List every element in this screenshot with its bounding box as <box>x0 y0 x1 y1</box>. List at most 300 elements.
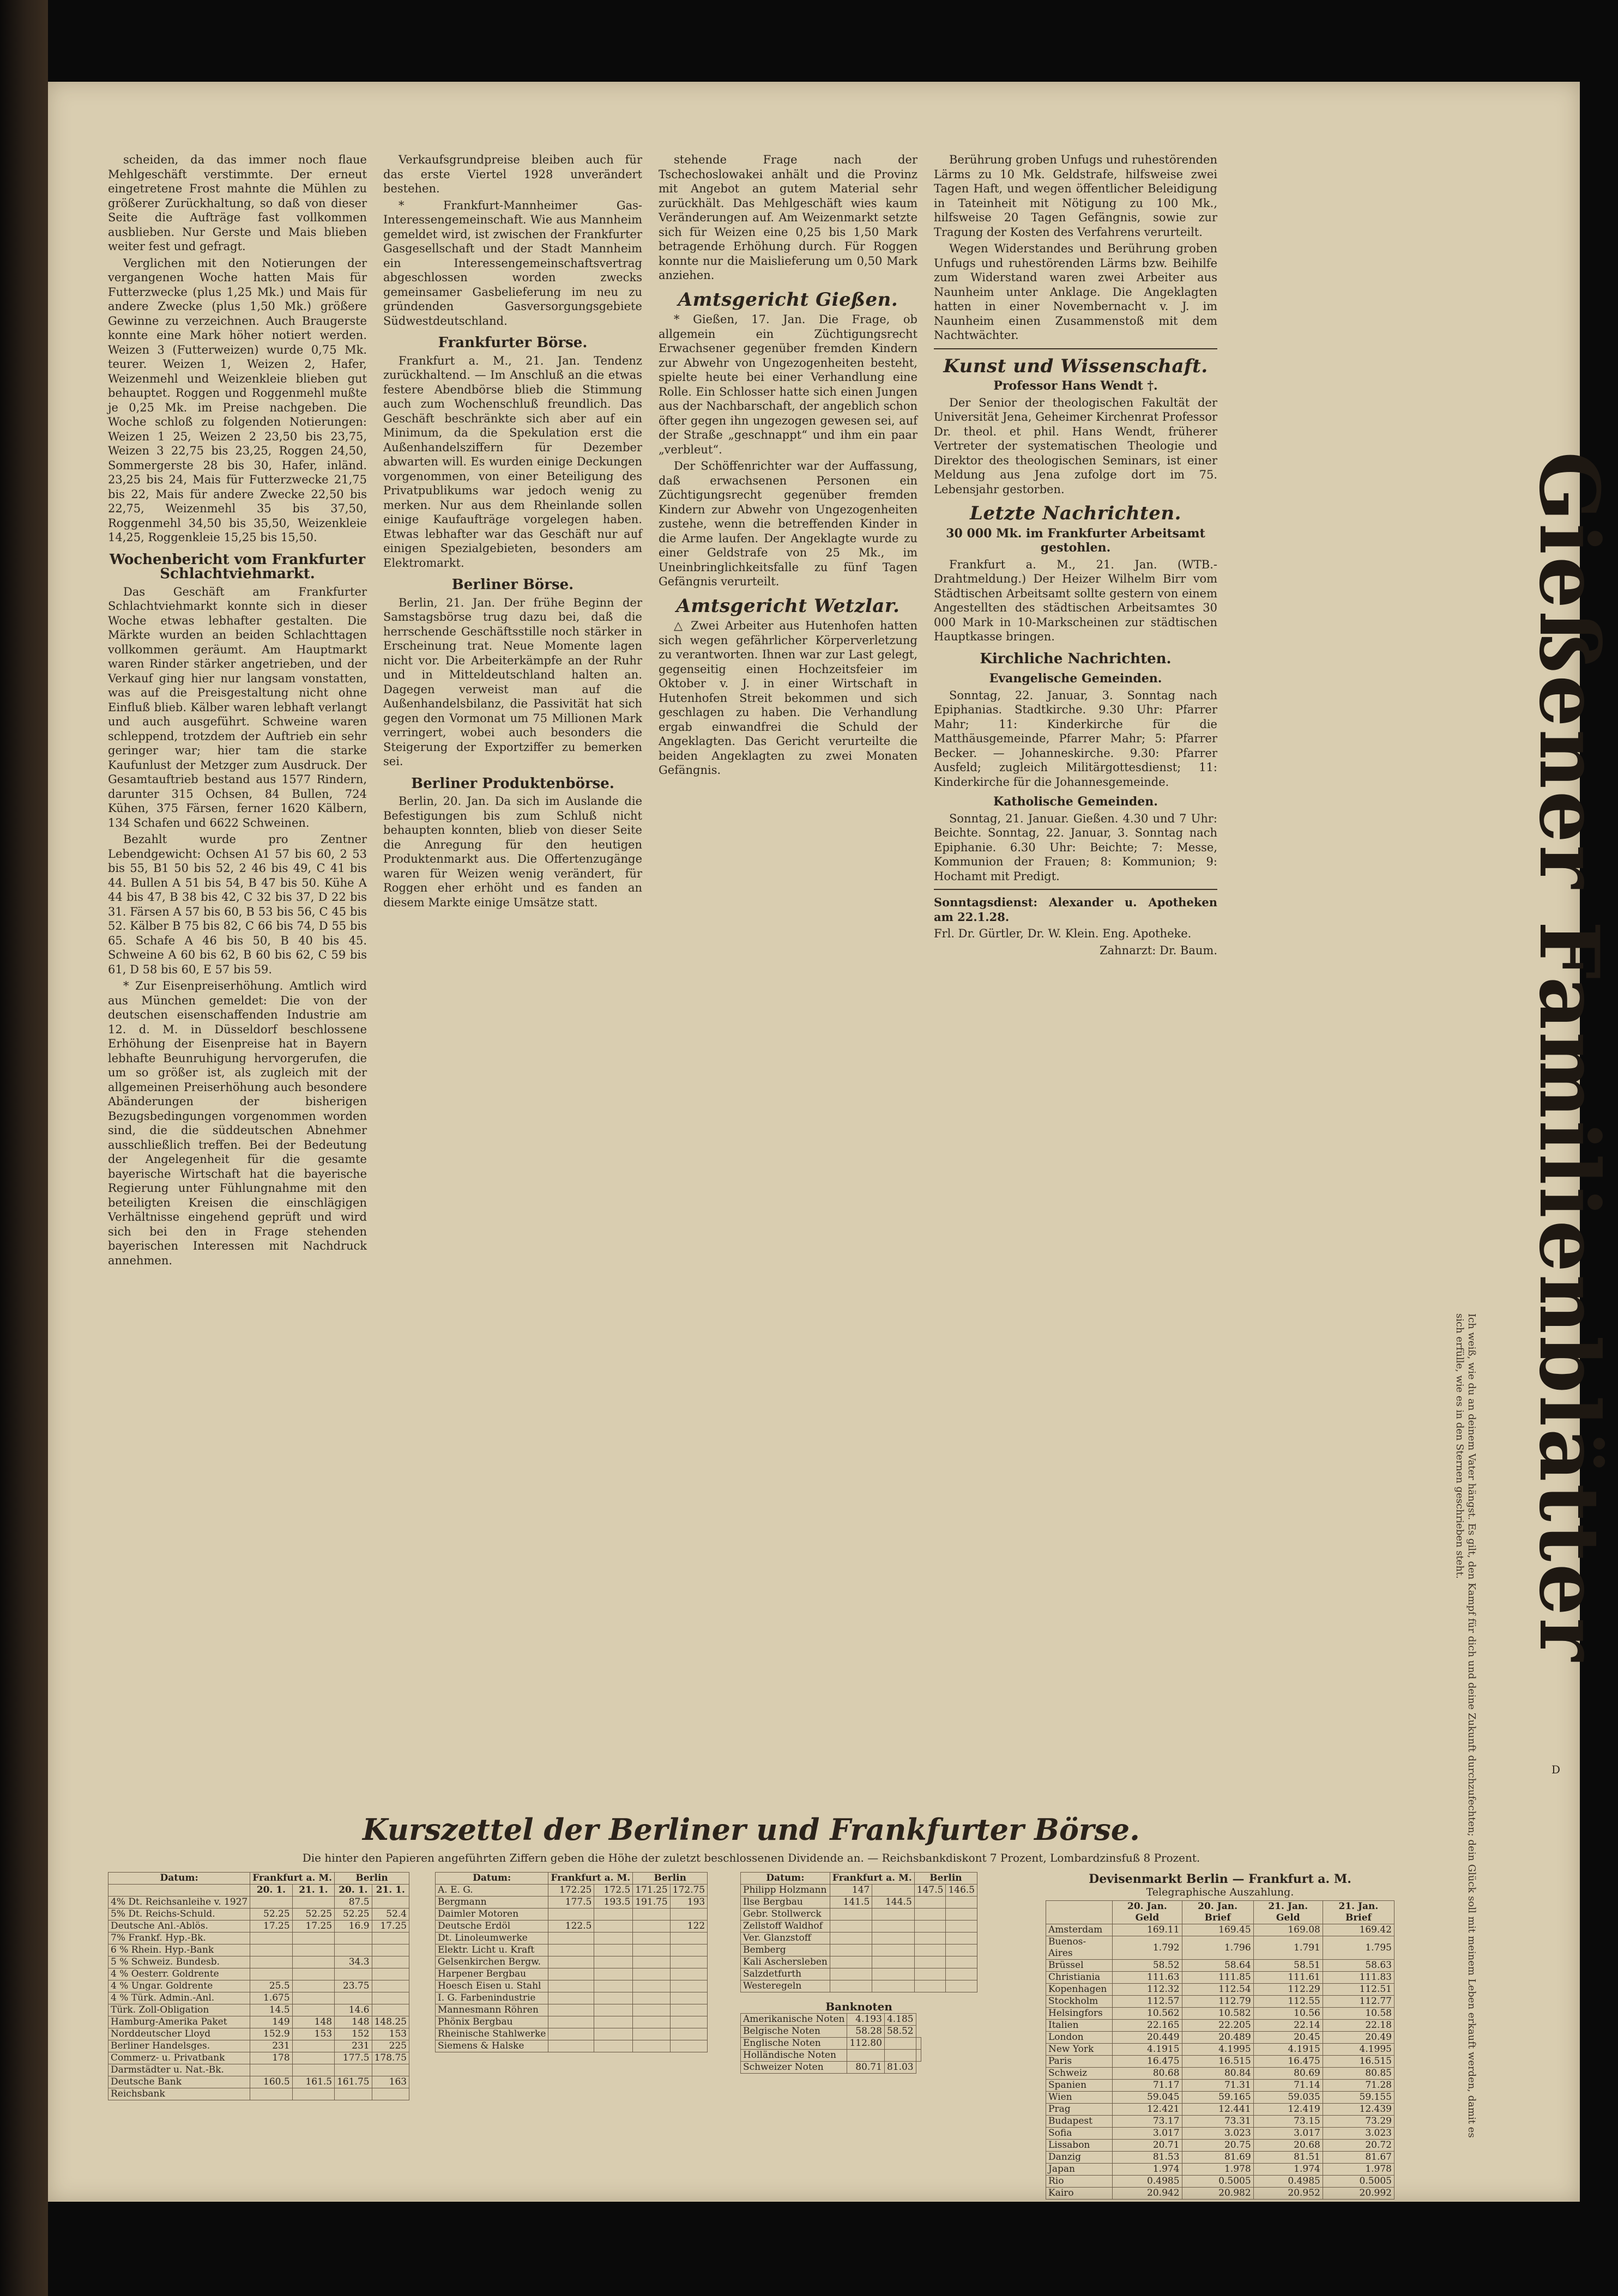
table-row <box>108 2076 409 2088</box>
row-value <box>884 2038 916 2050</box>
row-label: Kopenhagen <box>1046 1984 1113 1996</box>
table-row <box>741 1980 977 1992</box>
row-label: Amerikanische Noten <box>741 2014 847 2026</box>
row-value <box>830 1980 872 1992</box>
row-value <box>914 1968 946 1980</box>
heading-schlachtviehmarkt: Wochenbericht vom Frankfurter Schlachtviehmarkt. <box>109 551 366 582</box>
row-value: 146.5 <box>946 1885 977 1897</box>
table-1-wrapper <box>108 1872 409 2100</box>
row-value: 80.71 <box>847 2062 884 2074</box>
row-value: 153 <box>292 2028 334 2040</box>
heading-kirchliche-nachrichten: Kirchliche Nachrichten. <box>980 650 1172 667</box>
col-head: Berlin <box>335 1873 409 1885</box>
table-row <box>108 1944 409 1956</box>
row-value: 3.017 <box>1253 2128 1323 2140</box>
table-row <box>1046 1996 1394 2008</box>
col-head: Datum: <box>108 1873 250 1885</box>
col-head: 21. Jan. Brief <box>1323 1901 1394 1924</box>
row-value <box>335 2088 372 2100</box>
row-value: 1.978 <box>1323 2164 1394 2176</box>
row-value <box>372 1897 409 1909</box>
row-value: 122.5 <box>548 1921 594 1932</box>
row-value: 169.11 <box>1113 1924 1182 1936</box>
table-row <box>108 1980 409 1992</box>
row-label: Deutsche Bank <box>108 2076 250 2088</box>
table-row <box>108 2016 409 2028</box>
row-value <box>250 1944 292 1956</box>
table-row <box>1046 2188 1394 2200</box>
table-3-wrapper <box>740 1872 977 2074</box>
table-row <box>436 2016 708 2028</box>
masthead <box>1520 104 1618 2011</box>
table-row <box>108 1909 409 1921</box>
row-label: Italien <box>1046 2020 1113 2032</box>
row-label: Belgische Noten <box>741 2026 847 2038</box>
row-value <box>250 1956 292 1968</box>
row-value: 59.035 <box>1253 2092 1323 2104</box>
paragraph: Bezahlt wurde pro Zentner Lebendgewicht: Ochsen A1 57 bis 60, 2 53 bis 55, B1 50 bis 52, 2 46 bis 49, C 41 bis 44. Bullen A 51 bis 54, B 47 bis 50. Kühe A 44 bis 47, B 38 bis 42, C 32 bis 37, D 22 bis 31. Färsen A 57 bis 60, B 53 bis 56, C 45 bis 52. Kälber B 75 bis 82, C 66 bis 74, D 55 bis 65. Schafe A 46 bis 50, B 40 bis 45. Schweine A 60 bis 62, B 60 bis 62, C 59 bis 61, D 58 bis 60, E 57 bis 59. <box>108 833 367 976</box>
row-value <box>594 1992 633 2004</box>
row-label: Gelsenkirchen Bergw. <box>436 1956 548 1968</box>
paragraph: Frankfurt a. M., 21. Jan. (WTB.-Drahtmeldung.) Der Heizer Wilhelm Birr vom Städtischen Arbeitsamt sollte gestern von einem Angestellten des städtischen Arbeitsamtes 30 000 Mark in 10-Markscheinen zur städtischen Hauptkasse bringen. <box>934 558 1217 643</box>
heading-frankfurter-boerse: Frankfurter Börse. <box>438 335 588 351</box>
row-value: 160.5 <box>250 2076 292 2088</box>
row-value <box>548 2004 594 2016</box>
row-value <box>946 1968 977 1980</box>
col-head: 21. 1. <box>372 1885 409 1897</box>
row-value: 1.795 <box>1323 1936 1394 1960</box>
row-value: 25.5 <box>250 1980 292 1992</box>
paragraph: Der Schöffenrichter war der Auffassung, daß erwachsenen Personen ein Züchtigungsrecht gegenüber fremden Kindern zur Abwehr von Ungezogenheiten zustehe, wenn die betreffenden Kinder in die Arme laufen. Der Angeklagte wurde zu einer Geldstrafe von 25 Mk., im Uneinbringlichkeitsfalle zu fünf Tagen Gefängnis verurteilt. <box>659 459 917 588</box>
row-value <box>292 2088 334 2100</box>
row-value <box>292 1980 334 1992</box>
row-value: 1.675 <box>250 1992 292 2004</box>
paragraph: * Frankfurt-Mannheimer Gas-Interessengemeinschaft. Wie aus Mannheim gemeldet wird, ist zwischen der Frankfurter Gasgesellschaft und der Stadt Mannheim ein Interessengemeinschaftsvertrag abgeschlossen worden zwecks gemeinsamer Gasbelieferung im neu zu gründenden Gasversorgungsgebiete Südwestdeutschland. <box>383 198 642 328</box>
row-value: 17.25 <box>250 1921 292 1932</box>
table-row <box>1046 1972 1394 1984</box>
row-label: Gebr. Stollwerck <box>741 1909 830 1921</box>
row-value <box>633 2004 670 2016</box>
row-value <box>633 1968 670 1980</box>
table-row <box>1046 2080 1394 2092</box>
row-value <box>633 1980 670 1992</box>
row-value <box>872 1956 914 1968</box>
heading-letzte-nachrichten: Letzte Nachrichten. <box>970 502 1181 524</box>
paragraph: △ Zwei Arbeiter aus Hutenhofen hatten sich wegen gefährlicher Körperverletzung zu verantworten. Ihnen war zur Last gelegt, gegenseitig einen Hochzeitsfeier im Oktober v. J. in einer Wirtschaft in Hutenhofen Streit bekommen und sich geschlagen zu haben. Die Verhandlung ergab einwandfrei die Schuld der Angeklagten. Das Gericht verurteilte die beiden Angeklagten zu zwei Monaten Gefängnis. <box>659 619 917 777</box>
row-label: 4% Dt. Reichsanleihe v. 1927 <box>108 1897 250 1909</box>
table-row <box>741 1897 977 1909</box>
row-value: 81.53 <box>1113 2152 1182 2164</box>
row-value <box>548 2028 594 2040</box>
row-value: 16.515 <box>1323 2056 1394 2068</box>
table-row <box>1046 2140 1394 2152</box>
row-value <box>594 1968 633 1980</box>
row-value: 10.58 <box>1323 2008 1394 2020</box>
row-value: 58.52 <box>1113 1960 1182 1972</box>
row-value <box>670 2040 707 2052</box>
row-value: 12.421 <box>1113 2104 1182 2116</box>
row-value <box>872 1980 914 1992</box>
table-row <box>436 1992 708 2004</box>
row-label: 5 % Schweiz. Bundesb. <box>108 1956 250 1968</box>
row-value <box>372 1968 409 1980</box>
row-value <box>292 1932 334 1944</box>
paragraph: stehende Frage nach der Tschechoslowakei anhält und die Provinz mit Angebot an gutem Material sehr zurückhält. Das Mehlgeschäft wies kaum Veränderungen auf. Am Weizenmarkt setzte sich für Weizen eine 0,25 bis 1,50 Mark betragende Erhöhung durch. Für Roggen konnte nur die Maislieferung um 0,50 Mark anziehen. <box>659 153 917 282</box>
row-value: 169.08 <box>1253 1924 1323 1936</box>
row-value <box>372 2088 409 2100</box>
paragraph: Der Senior der theologischen Fakultät der Universität Jena, Geheimer Kirchenrat Professor Dr. theol. et phil. Hans Wendt, früherer Vertreter der systematischen Theologie und Direktor des theologischen Seminars, ist einer Meldung aus Jena zufolge dort im 75. Lebensjahr gestorben. <box>934 396 1217 496</box>
row-label: Amsterdam <box>1046 1924 1113 1936</box>
row-label: Rio <box>1046 2176 1113 2188</box>
row-label: Daimler Motoren <box>436 1909 548 1921</box>
row-value <box>292 1944 334 1956</box>
col-head: Frankfurt a. M. <box>250 1873 335 1885</box>
row-value: 112.57 <box>1113 1996 1182 2008</box>
col-head: Datum: <box>741 1873 830 1885</box>
row-value: 58.51 <box>1253 1960 1323 1972</box>
row-value <box>946 1897 977 1909</box>
col-head: Frankfurt a. M. <box>830 1873 914 1885</box>
table-row <box>741 2038 921 2050</box>
table-row <box>436 2028 708 2040</box>
row-value <box>250 2064 292 2076</box>
banknoten-table <box>740 2013 921 2074</box>
row-value <box>548 1992 594 2004</box>
row-value: 4.185 <box>884 2014 916 2026</box>
row-value: 22.14 <box>1253 2020 1323 2032</box>
row-value: 111.61 <box>1253 1972 1323 1984</box>
row-value: 193.5 <box>594 1897 633 1909</box>
row-label: Brüssel <box>1046 1960 1113 1972</box>
table-row <box>741 1885 977 1897</box>
row-value <box>594 2028 633 2040</box>
subheading-wendt: Professor Hans Wendt †. <box>993 379 1158 393</box>
row-value <box>633 1932 670 1944</box>
table-row <box>436 1956 708 1968</box>
row-value: 80.69 <box>1253 2068 1323 2080</box>
col-head: 21. Jan. Geld <box>1253 1901 1323 1924</box>
row-value: 4.193 <box>847 2014 884 2026</box>
row-value <box>916 2038 921 2050</box>
row-label: Kairo <box>1046 2188 1113 2200</box>
row-value: 20.449 <box>1113 2032 1182 2044</box>
row-value: 58.63 <box>1323 1960 1394 1972</box>
row-value <box>633 1944 670 1956</box>
row-value: 172.25 <box>548 1885 594 1897</box>
table-row <box>741 1909 977 1921</box>
paragraph: Berührung groben Unfugs und ruhestörenden Lärms zu 10 Mk. Geldstrafe, hilfsweise zwei Tagen Haft, und wegen öffentlicher Beleidigung in Tateinheit mit Nötigung zu 100 Mk., hilfsweise 20 Tagen Gefängnis, sowie zur Tragung der Kosten des Verfahrens verurteilt. <box>934 153 1217 239</box>
row-value <box>335 1992 372 2004</box>
row-value: 73.15 <box>1253 2116 1323 2128</box>
row-value: 12.419 <box>1253 2104 1323 2116</box>
row-label: Wien <box>1046 2092 1113 2104</box>
row-label: 5% Dt. Reichs-Schuld. <box>108 1909 250 1921</box>
row-label: Reichsbank <box>108 2088 250 2100</box>
kurszettel <box>108 1812 1394 2198</box>
footer-line: Zahnarzt: Dr. Baum. <box>1100 943 1217 957</box>
row-value: 20.982 <box>1182 2188 1253 2200</box>
col-head: 20. 1. <box>335 1885 372 1897</box>
row-value: 169.45 <box>1182 1924 1253 1936</box>
paragraph: Frankfurt a. M., 21. Jan. Tendenz zurückhaltend. — Im Anschluß an die etwas festere Abendbörse blieb die Stimmung auch zum Wochenschluß freundlich. Das Geschäft beschränkte sich aber auf ein Minimum, da die Spekulation erst die Außenhandelsziffern für Dezember abwarten will. Es wurden einige Deckungen vorgenommen, von einer Beteiligung des Privatpublikums war jedoch wenig zu merken. Nur aus dem Rheinlande sollen einige Kaufaufträge vorgelegen haben. Etwas lebhafter war das Geschäft nur auf einigen Spezialgebieten, besonders am Elektromarkt. <box>383 354 642 570</box>
row-value: 20.71 <box>1113 2140 1182 2152</box>
table-row <box>436 1921 708 1932</box>
devisen-subtitle: Telegraphische Auszahlung. <box>1146 1886 1294 1898</box>
row-value: 80.85 <box>1323 2068 1394 2080</box>
row-value: 0.5005 <box>1323 2176 1394 2188</box>
row-value: 0.5005 <box>1182 2176 1253 2188</box>
row-value <box>830 1956 872 1968</box>
table-row <box>1046 2020 1394 2032</box>
row-value <box>872 1885 914 1897</box>
row-value: 0.4985 <box>1113 2176 1182 2188</box>
table-row <box>436 2004 708 2016</box>
row-value <box>292 2064 334 2076</box>
row-label: Danzig <box>1046 2152 1113 2164</box>
book-binding <box>0 0 48 2296</box>
row-value: 112.54 <box>1182 1984 1253 1996</box>
table-row <box>1046 2068 1394 2080</box>
rotated-side-column <box>1433 1308 1498 2158</box>
row-value: 58.28 <box>847 2026 884 2038</box>
col-head: 20. Jan. Brief <box>1182 1901 1253 1924</box>
paragraph: Berlin, 21. Jan. Der frühe Beginn der Samstagsbörse trug dazu bei, daß die herrschende Geschäftsstille noch stärker in Erscheinung trat. Neue Momente lagen nicht vor. Die Arbeiterkämpfe an der Ruhr und in Mitteldeutschland halten an. Dagegen verweist man auf die Außenhandelsbilanz, die Passivität hat sich gegen den Vormonat um 75 Millionen Mark verringert, wobei auch besonders die Steigerung der Exportziffer zu bemerken sei. <box>383 596 642 768</box>
row-value: 3.023 <box>1182 2128 1253 2140</box>
row-value: 1.974 <box>1113 2164 1182 2176</box>
row-value: 3.017 <box>1113 2128 1182 2140</box>
row-label: Elektr. Licht u. Kraft <box>436 1944 548 1956</box>
masthead-title: Gießener Familienblätter <box>1521 451 1617 1663</box>
table-row <box>108 2064 409 2076</box>
row-value: 178.75 <box>372 2052 409 2064</box>
row-value <box>594 2040 633 2052</box>
row-value <box>335 2064 372 2076</box>
col-head <box>108 1885 250 1897</box>
row-value: 16.9 <box>335 1921 372 1932</box>
table-row <box>108 1992 409 2004</box>
row-value <box>914 1897 946 1909</box>
col-head <box>1046 1901 1113 1924</box>
row-value <box>548 1968 594 1980</box>
row-value: 58.64 <box>1182 1960 1253 1972</box>
banknoten-title: Banknoten <box>825 2000 892 2013</box>
table-row <box>1046 2116 1394 2128</box>
row-label: 4 % Ungar. Goldrente <box>108 1980 250 1992</box>
row-value <box>335 1968 372 1980</box>
row-label: 6 % Rhein. Hyp.-Bank <box>108 1944 250 1956</box>
row-value <box>670 1956 707 1968</box>
row-value <box>872 1921 914 1932</box>
row-value <box>946 1932 977 1944</box>
row-value: 148 <box>335 2016 372 2028</box>
row-value: 20.72 <box>1323 2140 1394 2152</box>
row-value <box>548 2040 594 2052</box>
row-value <box>250 2088 292 2100</box>
table-row <box>108 1968 409 1980</box>
row-label: Salzdetfurth <box>741 1968 830 1980</box>
row-value <box>830 1932 872 1944</box>
row-value <box>548 1980 594 1992</box>
row-label: London <box>1046 2032 1113 2044</box>
row-value: 80.68 <box>1113 2068 1182 2080</box>
row-value <box>872 1932 914 1944</box>
row-value: 71.14 <box>1253 2080 1323 2092</box>
table-row <box>1046 2032 1394 2044</box>
row-value <box>594 1980 633 1992</box>
table-row <box>741 2014 921 2026</box>
row-value <box>916 2050 921 2062</box>
row-value: 14.6 <box>335 2004 372 2016</box>
table-row <box>1046 1936 1394 1960</box>
row-value <box>946 1956 977 1968</box>
paragraph: * Zur Eisenpreiserhöhung. Amtlich wird aus München gemeldet: Die von der deutschen eisenschaffenden Industrie am 12. d. M. in Düsseldorf beschlossene Erhöhung der Eisenpreise hat in Bayern lebhafte Beunruhigung hervorgerufen, die um so größer ist, als zugleich mit der allgemeinen Preiserhöhung auch besondere Abänderungen der bisherigen Bezugsbedingungen vorgenommen worden sind, die die süddeutschen Abnehmer ausschließlich treffen. Bei der Bedeutung der Angelegenheit für die gesamte bayerische Wirtschaft hat die bayerische Regierung unter Fühlungnahme mit den beteiligten Kreisen die einschlägigen Verhältnisse eingehend geprüft und wird sich bei den in Frage stehenden bayerischen Interessen mit Nachdruck annehmen. <box>108 979 367 1267</box>
row-value <box>670 1980 707 1992</box>
row-label: 7% Frankf. Hyp.-Bk. <box>108 1932 250 1944</box>
row-value <box>830 1968 872 1980</box>
row-value: 16.515 <box>1182 2056 1253 2068</box>
table-row <box>436 1968 708 1980</box>
table-row <box>1046 2164 1394 2176</box>
row-value <box>633 2040 670 2052</box>
row-value: 23.75 <box>335 1980 372 1992</box>
col-head: Datum: <box>436 1873 548 1885</box>
paragraph: Wegen Widerstandes und Berührung groben Unfugs und ruhestörenden Lärms bzw. Beihilfe zum Widerstand waren zwei Arbeiter aus Naunheim unter Anklage. Die Angeklagten hatten in einer Novembernacht v. J. im Naunheim einen Zusammenstoß mit dem Nachtwächter. <box>934 242 1217 342</box>
row-value <box>594 1944 633 1956</box>
row-value <box>372 1932 409 1944</box>
row-value <box>670 1944 707 1956</box>
heading-produktenboerse: Berliner Produktenbörse. <box>411 775 614 792</box>
paragraph: Sonntag, 22. Januar, 3. Sonntag nach Epiphanias. Stadtkirche. 9.30 Uhr: Pfarrer Mahr; 11: Kinderkirche für die Matthäusgemeinde, Pfarrer Mahr; 5: Pfarrer Becker. — Johanneskirche. 9.30: Pfarrer Ausfeld; zugleich Militärgottesdienst; 11: Kinderkirche für die Johannesgemeinde. <box>934 688 1217 789</box>
row-label: Darmstädter u. Nat.-Bk. <box>108 2064 250 2076</box>
row-value: 34.3 <box>335 1956 372 1968</box>
row-value <box>292 2052 334 2064</box>
paragraph: Verkaufsgrundpreise bleiben auch für das erste Viertel 1928 unverändert bestehen. <box>383 153 642 195</box>
row-label: Mannesmann Röhren <box>436 2004 548 2016</box>
row-label: Hamburg-Amerika Paket <box>108 2016 250 2028</box>
row-label: Paris <box>1046 2056 1113 2068</box>
row-value: 81.69 <box>1182 2152 1253 2164</box>
subheading-evangelisch: Evangelische Gemeinden. <box>989 671 1162 686</box>
row-value: 161.5 <box>292 2076 334 2088</box>
row-value <box>946 1944 977 1956</box>
row-value: 81.67 <box>1323 2152 1394 2164</box>
row-value <box>830 1909 872 1921</box>
row-value: 153 <box>372 2028 409 2040</box>
row-value: 81.51 <box>1253 2152 1323 2164</box>
row-value: 73.31 <box>1182 2116 1253 2128</box>
row-value: 10.582 <box>1182 2008 1253 2020</box>
row-value: 59.045 <box>1113 2092 1182 2104</box>
paragraph: Das Geschäft am Frankfurter Schlachtviehmarkt konnte sich in dieser Woche etwas lebhafter gestalten. Die Märkte wurden an beiden Schlachttagen vollkommen geräumt. Am Hauptmarkt waren Rinder stärker angetrieben, und der Verkauf ging hier nur langsam vonstatten, was auf die Preisgestaltung nicht ohne Einfluß blieb. Kälber waren lebhaft verlangt und auch ausgeführt. Schweine waren schleppend, trotzdem der Auftrieb ein sehr geringer war; hier tam die starke Kaufunlust der Metzger zum Ausdruck. Der Gesamtauftrieb bestand aus 1577 Rindern, darunter 315 Ochsen, 84 Bullen, 724 Kühen, 375 Färsen, ferner 1620 Kälbern, 134 Schafen und 6622 Schweinen. <box>108 585 367 829</box>
row-value <box>946 1909 977 1921</box>
row-value: 169.42 <box>1323 1924 1394 1936</box>
row-value <box>670 1968 707 1980</box>
paragraph: Verglichen mit den Notierungen der vergangenen Woche hatten Mais für Futterzwecke (plus 1,25 Mk.) und Mais für andere Zwecke (plus 1,50 Mk.) größere Gewinne zu verzeichnen. Auch Braugerste konnte eine Mark höher notiert werden. Weizen 3 (Futterweizen) wurde 0,75 Mk. teurer. Weizen 1, Weizen 2, Hafer, Weizenmehl und Weizenkleie blieben gut behauptet. Roggen und Roggenmehl mußte je 0,25 Mk. im Preise nachgeben. Die Woche schloß zu folgenden Notierungen: Weizen 1 25, Weizen 2 23,50 bis 23,75, Weizen 3 22,75 bis 23,25, Roggen 24,50, Sommergerste 28 bis 30, Hafer, inländ. 23,25 bis 24, Mais für Futterzwecke 21,75 bis 22, Mais für andere Zwecke 22,50 bis 22,75, Weizenmehl 35 bis 37,50, Roggenmehl 34,50 bis 35,50, Weizenkleie 14,25, Roggenkleie 15,25 bis 15,50. <box>108 256 367 544</box>
row-value <box>372 1956 409 1968</box>
row-value <box>292 1992 334 2004</box>
stock-table-2 <box>435 1872 708 2052</box>
stock-table-3 <box>740 1872 977 1992</box>
table-row <box>741 1921 977 1932</box>
row-value: 148.25 <box>372 2016 409 2028</box>
row-label: New York <box>1046 2044 1113 2056</box>
row-value: 12.441 <box>1182 2104 1253 2116</box>
row-value: 112.79 <box>1182 1996 1253 2008</box>
row-label: I. G. Farbenindustrie <box>436 1992 548 2004</box>
row-label: Budapest <box>1046 2116 1113 2128</box>
row-value <box>847 2050 884 2062</box>
row-label: Harpener Bergbau <box>436 1968 548 1980</box>
row-value <box>633 2028 670 2040</box>
row-value <box>633 1992 670 2004</box>
row-value <box>594 2004 633 2016</box>
table-row <box>1046 1924 1394 1936</box>
col-head: Berlin <box>633 1873 708 1885</box>
row-value: 20.992 <box>1323 2188 1394 2200</box>
table-row <box>436 2040 708 2052</box>
row-value: 71.28 <box>1323 2080 1394 2092</box>
table-2-wrapper <box>435 1872 708 2052</box>
row-value <box>548 1956 594 1968</box>
row-label: Holländische Noten <box>741 2050 847 2062</box>
row-value <box>372 1980 409 1992</box>
row-value <box>594 1921 633 1932</box>
column-3 <box>659 153 917 1782</box>
row-value: 112.55 <box>1253 1996 1323 2008</box>
col-head: 21. 1. <box>292 1885 334 1897</box>
row-value <box>914 1921 946 1932</box>
row-value <box>914 1909 946 1921</box>
row-value: 14.5 <box>250 2004 292 2016</box>
heading-amtsgericht-giessen: Amtsgericht Gießen. <box>678 288 898 311</box>
row-value <box>872 1944 914 1956</box>
row-value <box>914 1944 946 1956</box>
table-row <box>436 1897 708 1909</box>
row-label: Stockholm <box>1046 1996 1113 2008</box>
row-label: Zellstoff Waldhof <box>741 1921 830 1932</box>
row-value <box>548 1944 594 1956</box>
row-label: Japan <box>1046 2164 1113 2176</box>
row-label: Englische Noten <box>741 2038 847 2050</box>
table-row <box>1046 1984 1394 1996</box>
row-label: Lissabon <box>1046 2140 1113 2152</box>
row-value <box>670 2028 707 2040</box>
row-label: Christiania <box>1046 1972 1113 1984</box>
row-value: 12.439 <box>1323 2104 1394 2116</box>
row-label: Deutsche Anl.-Ablös. <box>108 1921 250 1932</box>
devisen-title: Devisenmarkt Berlin — Frankfurt a. M. <box>1089 1872 1351 1886</box>
row-value: 71.17 <box>1113 2080 1182 2092</box>
row-label: Berliner Handelsges. <box>108 2040 250 2052</box>
row-value: 144.5 <box>872 1897 914 1909</box>
table-row <box>1046 2128 1394 2140</box>
row-value <box>633 1921 670 1932</box>
row-value <box>372 1944 409 1956</box>
row-label: 4 % Türk. Admin.-Anl. <box>108 1992 250 2004</box>
row-value <box>670 1909 707 1921</box>
row-value: 177.5 <box>548 1897 594 1909</box>
row-value <box>335 1932 372 1944</box>
table-row <box>1046 1960 1394 1972</box>
table-row <box>741 2062 921 2074</box>
footer-line: Frl. Dr. Gürtler, Dr. W. Klein. Eng. Apotheke. <box>934 927 1192 940</box>
row-value: 1.974 <box>1253 2164 1323 2176</box>
row-value <box>670 1992 707 2004</box>
row-value <box>914 1980 946 1992</box>
heading-amtsgericht-wetzlar: Amtsgericht Wetzlar. <box>676 595 900 617</box>
row-label: Spanien <box>1046 2080 1113 2092</box>
row-value <box>830 1944 872 1956</box>
